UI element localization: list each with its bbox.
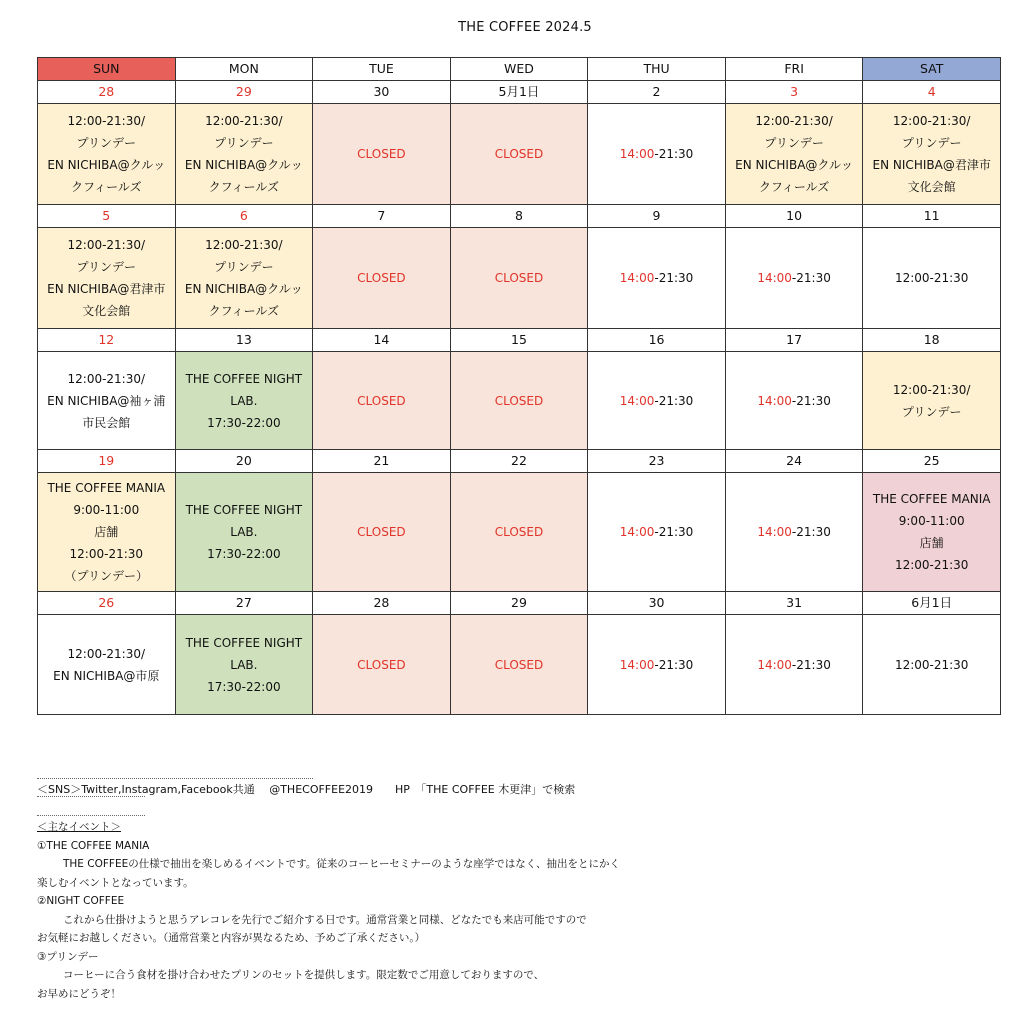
date-cell: 3: [725, 81, 863, 104]
cell-line: 9:00-11:00: [73, 503, 140, 517]
cell-line: 12:00-21:30/: [67, 238, 146, 252]
cell-line: EN NICHIBA@クルッ: [184, 158, 303, 172]
cell-line: EN NICHIBA@クルッ: [47, 158, 166, 172]
cell-line: 12:00-21:30/: [67, 114, 146, 128]
weekday-header-row: [38, 58, 1001, 81]
cell-line: 17:30-22:00: [207, 415, 281, 430]
cell-line: クフィールズ: [758, 180, 830, 194]
late-open-time: 14:00: [619, 271, 655, 285]
cell-line: 店舗: [919, 536, 944, 550]
date-cell: 11: [863, 205, 1001, 228]
cell-line: プリンデー: [76, 260, 137, 274]
cell-line: EN NICHIBA@君津市: [872, 158, 991, 172]
cell-line: 12:00-21:30/: [67, 646, 146, 661]
schedule-cell-closed: CLOSED: [313, 473, 451, 592]
weekday-tue: TUE: [313, 58, 451, 81]
close-time: -21:30: [654, 525, 694, 539]
schedule-cell-event: [38, 228, 176, 329]
late-open-time: 14:00: [619, 147, 655, 161]
weekday-thu: THU: [588, 58, 726, 81]
late-open-time: 14:00: [757, 525, 792, 539]
cell-line: プリンデー: [214, 260, 274, 274]
cell-line: 12:00-21:30: [894, 558, 969, 572]
cell-line: 12:00-21:30/: [205, 238, 283, 252]
cell-line: 12:00-21:30/: [892, 382, 971, 397]
cell-line: クフィールズ: [71, 180, 142, 194]
cell-line: THE COFFEE NIGHT: [185, 503, 303, 517]
monthly-calendar: [37, 57, 1001, 715]
event-title: ①THE COFFEE MANIA: [37, 839, 150, 852]
weekday-mon: MON: [175, 58, 313, 81]
schedule-cell-event: [863, 104, 1001, 205]
close-time: -21:30: [654, 393, 694, 408]
schedule-cell-night: [175, 352, 313, 450]
calendar-title: THE COFFEE 2024.5: [458, 20, 592, 35]
date-cell: 23: [588, 450, 726, 473]
date-cell: 30: [313, 81, 451, 104]
cell-line: プリンデー: [764, 136, 824, 150]
date-cell: 5: [38, 205, 176, 228]
date-cell: 27: [175, 592, 313, 615]
date-cell: 17: [725, 329, 863, 352]
cell-line: 市民会館: [82, 415, 131, 430]
cell-line: EN NICHIBA@君津市: [47, 282, 166, 296]
schedule-cell-event: [38, 104, 176, 205]
schedule-cell-hours: [725, 228, 863, 329]
late-open-time: 14:00: [619, 657, 655, 672]
schedule-cell-hours: [863, 615, 1001, 715]
date-row: [38, 450, 1001, 473]
date-cell: 14: [313, 329, 451, 352]
schedule-cell-hours: [588, 104, 726, 205]
date-cell: 15: [450, 329, 588, 352]
event-title: ②NIGHT COFFEE: [37, 895, 125, 907]
cell-line: 17:30-22:00: [207, 547, 281, 561]
date-cell: 24: [725, 450, 863, 473]
schedule-cell-event: [175, 228, 313, 329]
cell-line: 17:30-22:00: [207, 679, 281, 694]
cell-line: THE COFFEE MANIA: [872, 492, 991, 506]
event-description: THE COFFEEの仕様で抽出を楽しめるイベントです。従来のコーヒーセミナーのような座学ではなく、抽出をとにかく: [63, 858, 621, 870]
cell-line: 12:00-21:30/: [67, 371, 146, 386]
date-cell: 10: [725, 205, 863, 228]
date-cell: 4: [863, 81, 1001, 104]
late-open-time: 14:00: [757, 271, 792, 285]
dotted-divider: [37, 796, 145, 797]
schedule-row: [38, 228, 1001, 329]
date-cell: 18: [863, 329, 1001, 352]
cell-line: 店舗: [94, 525, 119, 539]
schedule-cell-closed: CLOSED: [450, 104, 588, 205]
cell-line: クフィールズ: [208, 304, 280, 318]
close-time: -21:30: [791, 525, 831, 539]
schedule-cell-hours: [725, 473, 863, 592]
date-row: [38, 205, 1001, 228]
date-cell: 29: [175, 81, 313, 104]
cell-line: 12:00-21:30: [69, 547, 144, 561]
schedule-cell-closed: CLOSED: [313, 352, 451, 450]
date-cell: 21: [313, 450, 451, 473]
schedule-cell-event: [38, 352, 176, 450]
schedule-cell-closed: CLOSED: [450, 228, 588, 329]
cell-line: プリンデー: [76, 136, 137, 150]
close-time: -21:30: [791, 393, 831, 408]
date-cell: 30: [588, 592, 726, 615]
schedule-cell-hours: [725, 352, 863, 450]
date-cell: 20: [175, 450, 313, 473]
event-description: コーヒーに合う食材を掛け合わせたプリンのセットを提供します。限定数でご用意しておりますので、: [63, 969, 545, 981]
late-open-time: 14:00: [619, 525, 655, 539]
cell-line: EN NICHIBA@袖ヶ浦: [47, 393, 166, 408]
date-cell: 6: [175, 205, 313, 228]
date-row: [38, 329, 1001, 352]
schedule-cell-closed: CLOSED: [313, 615, 451, 715]
schedule-cell-hours: [588, 615, 726, 715]
cell-line: 12:00-21:30/: [205, 114, 283, 128]
cell-line: EN NICHIBA@クルッ: [184, 282, 303, 296]
cell-line: 12:00-21:30/: [892, 114, 971, 128]
date-cell: 19: [38, 450, 176, 473]
date-cell: 13: [175, 329, 313, 352]
cell-line: プリンデー: [214, 136, 274, 150]
cell-line: LAB.: [230, 657, 258, 672]
events-heading: ＜主なイベント＞: [37, 821, 121, 833]
cell-line: EN NICHIBA@市原: [53, 668, 160, 683]
cell-line: THE COFFEE NIGHT: [185, 371, 303, 386]
cell-line: プリンデー: [901, 136, 962, 150]
date-cell: 12: [38, 329, 176, 352]
weekday-sat: SAT: [863, 58, 1001, 81]
cell-line: 12:00-21:30: [894, 657, 969, 672]
schedule-cell-closed: CLOSED: [450, 352, 588, 450]
schedule-cell-hours: [588, 228, 726, 329]
schedule-cell-closed: CLOSED: [450, 473, 588, 592]
sns-info: ＜SNS＞Twitter,Instagram,Facebook共通 @THECOFFEE2019 HP 「THE COFFEE 木更津」で検索: [37, 783, 576, 796]
date-cell: 6月1日: [863, 592, 1001, 615]
schedule-row: [38, 473, 1001, 592]
date-cell: 8: [450, 205, 588, 228]
event-description: お早めにどうぞ！: [37, 987, 121, 1000]
date-cell: 7: [313, 205, 451, 228]
events-section: [37, 818, 620, 1003]
date-cell: 16: [588, 329, 726, 352]
schedule-cell-event: [725, 104, 863, 205]
weekday-fri: FRI: [725, 58, 863, 81]
schedule-cell-closed: CLOSED: [313, 228, 451, 329]
date-cell: 9: [588, 205, 726, 228]
date-row: [38, 592, 1001, 615]
date-cell: 25: [863, 450, 1001, 473]
date-cell: 2: [588, 81, 726, 104]
schedule-cell-mania: [38, 473, 176, 592]
schedule-row: [38, 104, 1001, 205]
date-cell: 5月1日: [450, 81, 588, 104]
schedule-cell-night: [175, 473, 313, 592]
late-open-time: 14:00: [757, 657, 792, 672]
date-cell: 28: [38, 81, 176, 104]
close-time: -21:30: [791, 657, 831, 672]
cell-line: クフィールズ: [208, 180, 280, 194]
schedule-cell-hours: [863, 228, 1001, 329]
date-cell: 29: [450, 592, 588, 615]
late-open-time: 14:00: [619, 393, 655, 408]
cell-line: 文化会館: [82, 304, 131, 318]
schedule-cell-event: [863, 352, 1001, 450]
schedule-row: [38, 615, 1001, 715]
date-row: [38, 81, 1001, 104]
weekday-sun: SUN: [38, 58, 176, 81]
schedule-cell-closed: CLOSED: [313, 104, 451, 205]
late-open-time: 14:00: [757, 393, 792, 408]
date-cell: 31: [725, 592, 863, 615]
schedule-cell-closed: CLOSED: [450, 615, 588, 715]
schedule-cell-event: [175, 104, 313, 205]
cell-line: 文化会館: [907, 180, 956, 194]
date-cell: 26: [38, 592, 176, 615]
cell-line: THE COFFEE MANIA: [47, 481, 166, 495]
close-time: -21:30: [791, 271, 831, 285]
cell-line: LAB.: [230, 393, 258, 408]
cell-line: LAB.: [230, 525, 258, 539]
close-time: -21:30: [654, 147, 694, 161]
cell-line: プリンデー: [901, 404, 962, 419]
close-time: -21:30: [654, 657, 694, 672]
schedule-cell-hours: [588, 473, 726, 592]
schedule-cell-hours: [588, 352, 726, 450]
date-cell: 22: [450, 450, 588, 473]
close-time: -21:30: [654, 271, 694, 285]
date-cell: 28: [313, 592, 451, 615]
event-description: お気軽にお越しください。（通常営業と内容が異なるため、予めご了承ください。）: [37, 932, 426, 944]
schedule-cell-night: [175, 615, 313, 715]
cell-line: 9:00-11:00: [898, 514, 965, 528]
dotted-divider: [37, 778, 313, 779]
cell-line: EN NICHIBA@クルッ: [735, 158, 854, 172]
schedule-cell-mania: [863, 473, 1001, 592]
event-title: ③プリンデー: [37, 950, 99, 963]
event-description: これから仕掛けようと思うアレコレを先行でご紹介する日です。通常営業と同様、どなたでも来店可能ですので: [63, 913, 587, 926]
cell-line: 12:00-21:30: [894, 271, 969, 285]
schedule-row: [38, 352, 1001, 450]
schedule-cell-hours: [725, 615, 863, 715]
dotted-divider: [37, 815, 145, 816]
schedule-cell-event: [38, 615, 176, 715]
cell-line: 12:00-21:30/: [755, 114, 833, 128]
cell-line: （プリンデー）: [64, 569, 149, 583]
weekday-wed: WED: [450, 58, 588, 81]
event-description: 楽しむイベントとなっています。: [37, 876, 194, 889]
cell-line: THE COFFEE NIGHT: [185, 635, 303, 650]
